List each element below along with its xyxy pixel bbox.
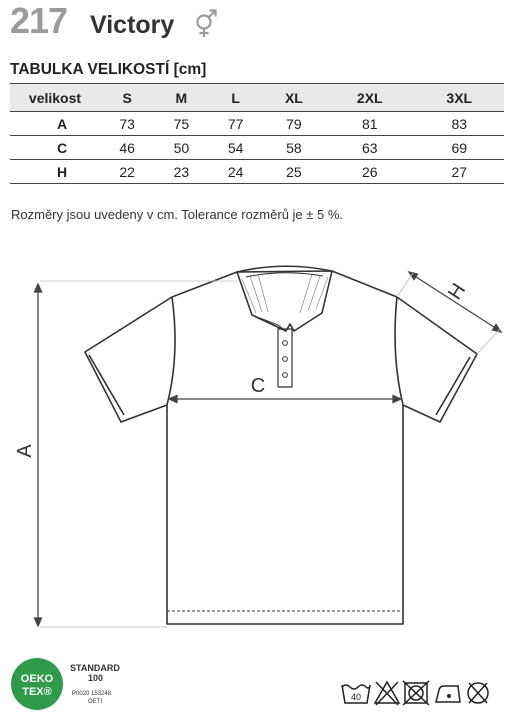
table-cell: 24	[209, 160, 263, 184]
column-header: XL	[263, 84, 325, 112]
product-code: 217	[10, 0, 68, 41]
button	[283, 373, 288, 378]
standard-label: STANDARD	[70, 663, 120, 673]
wash-40-icon	[342, 685, 370, 703]
table-row	[10, 160, 504, 184]
table-cell: 46	[100, 136, 154, 160]
table-cell: 58	[263, 136, 325, 160]
right-sleeve-hem	[436, 357, 470, 415]
column-header: velikost	[10, 84, 100, 112]
measure-label-c: C	[250, 375, 266, 397]
institute-code: OETI	[88, 699, 103, 705]
table-cell: 26	[325, 160, 414, 184]
column-header: 2XL	[325, 84, 414, 112]
row-label: H	[10, 160, 100, 184]
product-name: Victory	[90, 11, 175, 39]
measure-label-h: H	[443, 279, 471, 304]
shirt-outline	[85, 271, 477, 624]
column-header: L	[209, 84, 263, 112]
oeko-tex-certificate	[10, 657, 170, 713]
table-cell: 25	[263, 160, 325, 184]
badge-line1: OEKO	[20, 673, 54, 685]
table-cell: 22	[100, 160, 154, 184]
table-cell: 75	[154, 112, 208, 136]
oeko-tex-badge-icon	[10, 657, 64, 711]
standard-number: 100	[88, 673, 104, 683]
button	[283, 357, 288, 362]
table-cell: 81	[325, 112, 414, 136]
certificate-code: P0020 153248	[72, 691, 112, 697]
left-sleeve-hem	[89, 355, 124, 415]
column-header: S	[100, 84, 154, 112]
table-cell: 63	[325, 136, 414, 160]
badge-line2: TEX®	[22, 686, 52, 698]
polo-shirt-diagram	[0, 255, 511, 635]
wash-temp: 40	[350, 692, 362, 702]
no-dry-clean-icon	[468, 683, 488, 703]
table-cell: 77	[209, 112, 263, 136]
row-label: C	[10, 136, 100, 160]
table-cell: 23	[154, 160, 208, 184]
table-cell: 79	[263, 112, 325, 136]
table-cell: 27	[415, 160, 505, 184]
table-cell: 69	[415, 136, 505, 160]
table-row	[10, 136, 504, 160]
no-tumble-dry-icon	[403, 681, 429, 705]
iron-low-icon	[436, 686, 460, 702]
row-label: A	[10, 112, 100, 136]
measure-label-a: A	[14, 444, 36, 458]
column-header: M	[154, 84, 208, 112]
table-cell: 73	[100, 112, 154, 136]
table-cell: 83	[415, 112, 505, 136]
no-bleach-icon	[375, 682, 399, 705]
size-table-header-row	[10, 84, 504, 112]
size-table	[10, 83, 504, 184]
care-symbols	[340, 678, 505, 708]
unisex-gender-icon	[193, 3, 219, 39]
table-cell: 54	[209, 136, 263, 160]
tolerance-note: Rozměry jsou uvedeny v cm. Tolerance rozměrů je ± 5 %.	[11, 207, 344, 222]
table-row	[10, 112, 504, 136]
size-table-title: TABULKA VELIKOSTÍ [cm]	[10, 61, 207, 78]
button	[283, 341, 288, 346]
column-header: 3XL	[415, 84, 505, 112]
table-cell: 50	[154, 136, 208, 160]
